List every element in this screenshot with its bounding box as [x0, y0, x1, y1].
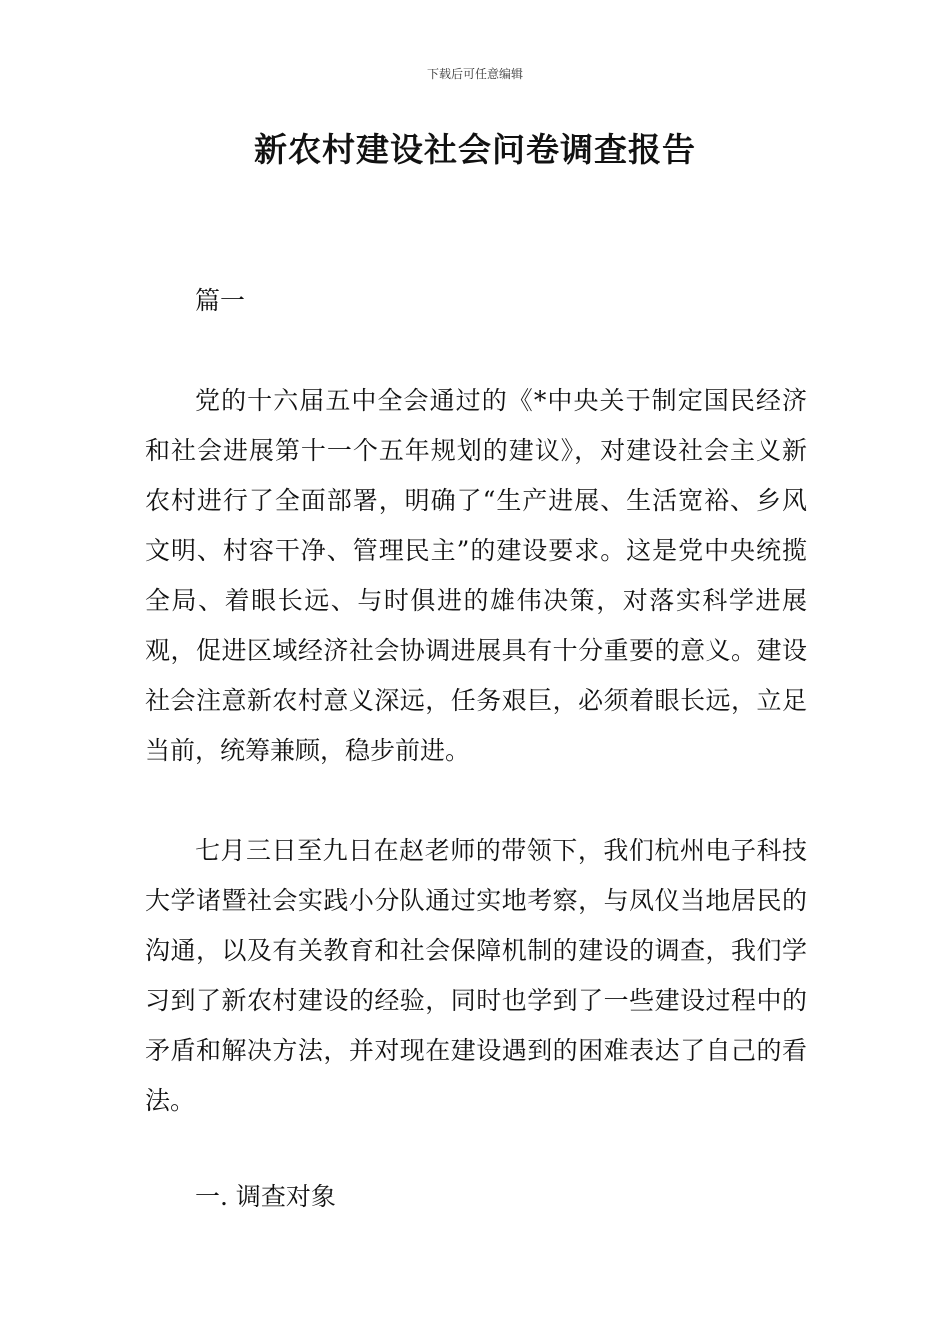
paragraph-1: 党的十六届五中全会通过的《*中央关于制定国民经济和社会进展第十一个五年规划的建议》，对建设社会主义新农村进行了全面部署，明确了“生产进展、生活宽裕、乡风文明、村容干净、管理民主”的建设要求。这是党中央统揽全局、着眼长远、与时俱进的雄伟决策，对落实科学进展观，促进区域经济社会协调进展具有十分重要的意义。建设社会注意新农村意义深远，任务艰巨，必须着眼长远，立足当前，统筹兼顾，稳步前进。 [145, 386, 807, 765]
paragraph-2: 七月三日至九日在赵老师的带领下，我们杭州电子科技大学诸暨社会实践小分队通过实地考察，与凤仪当地居民的沟通，以及有关教育和社会保障机制的建设的调查，我们学习到了新农村建设的经验，同时也学到了一些建设过程中的矛盾和解决方法，并对现在建设遇到的困难表达了自己的看法。 [145, 836, 807, 1115]
document-title: 新农村建设社会问卷调查报告 [254, 130, 696, 169]
section-heading-1: 篇一 [195, 286, 246, 315]
header-note: 下载后可任意编辑 [426, 67, 523, 81]
section-heading-2: 一. 调查对象 [195, 1182, 336, 1211]
